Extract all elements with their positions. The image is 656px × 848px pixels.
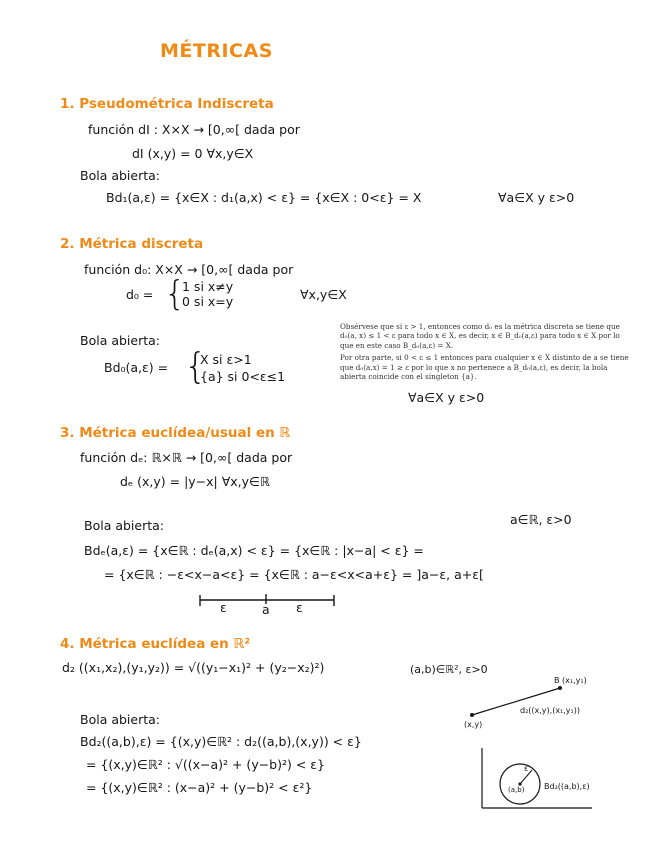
s2-forall: ∀x,y∈X — [300, 287, 347, 302]
s4-ball-label: Bola abierta: — [80, 712, 160, 727]
s2-ball: Bd₀(a,ε) = — [104, 360, 169, 375]
s2-brace: { — [164, 274, 186, 314]
s4-definition: d₂ ((x₁,x₂),(y₁,y₂)) = √((y₁−x₁)² + (y₂−x₂)²) — [62, 660, 325, 675]
s4-ball-line-3: = {(x,y)∈ℝ² : (x−a)² + (y−b)² < ε²} — [86, 780, 313, 795]
s2-case-2: 0 si x=y — [182, 294, 234, 309]
s4-condition: (a,b)∈ℝ², ε>0 — [410, 663, 488, 676]
s1-definition: dI (x,y) = 0 ∀x,y∈X — [132, 146, 254, 161]
s4-fig-epsilon: ε — [524, 764, 529, 773]
s3-interval-epsilon-right: ε — [296, 600, 303, 615]
s2-case-1: 1 si x≠y — [182, 279, 234, 294]
s1-ball-label: Bola abierta: — [80, 168, 160, 183]
s2-d0-label: d₀ = — [126, 287, 154, 302]
s2-ball-label: Bola abierta: — [80, 333, 160, 348]
s2-ball-case-2: {a} si 0<ε≤1 — [200, 369, 286, 384]
s2-ball-brace: { — [184, 346, 207, 387]
s2-condition: ∀a∈X y ε>0 — [408, 390, 485, 405]
s3-interval-center: a — [262, 602, 270, 617]
section-2-heading: 2. Métrica discreta — [60, 236, 204, 252]
s3-interval-epsilon-left: ε — [220, 600, 227, 615]
s1-function: función dI : X×X → [0,∞[ dada por — [88, 122, 300, 137]
s4-fig-point-b: B (x₁,y₁) — [554, 676, 587, 685]
s3-ball-line-2: = {x∈ℝ : −ε<x−a<ε} = {x∈ℝ : a−ε<x<a+ε} = ]a−ε, a+ε[ — [104, 567, 484, 582]
s2-note-paragraph-1: Obsérvese que si ε > 1, entonces como d₀ es la métrica discreta se tiene que d₀(a, x) ≤ 1 < ε para todo x ∈ X, es decir, x ∈ B_d₀(a,ε) para todo x ∈ X por lo que en este caso B_d₀(a,ε) = X. — [340, 322, 620, 350]
s2-ball-case-1: X si ε>1 — [200, 352, 252, 367]
s3-definition: dₑ (x,y) = |y−x| ∀x,y∈ℝ — [120, 474, 270, 489]
s4-ball-line-2: = {(x,y)∈ℝ² : √((x−a)² + (y−b)²) < ε} — [86, 757, 326, 772]
page-title: MÉTRICAS — [160, 40, 273, 62]
s2-note-paragraph-2: Por otra parte, si 0 < ε ≤ 1 entonces para cualquier x ∈ X distinto de a se tiene que d₀(a,x) = 1 ≥ ε por lo que x no pertenece a B_d₀(a,ε), es decir, la bola abierta coincide con el singleton {a}. — [340, 353, 629, 382]
s1-ball: Bd₁(a,ε) = {x∈X : d₁(a,x) < ε} = {x∈X : 0<ε} = X — [106, 190, 422, 205]
s1-condition: ∀a∈X y ε>0 — [498, 190, 575, 205]
section-1-heading: 1. Pseudométrica Indiscreta — [60, 96, 274, 112]
s4-fig-distance: d₂((x,y),(x₁,y₁)) — [520, 706, 580, 715]
s3-ball-line-1: Bdₑ(a,ε) = {x∈ℝ : dₑ(a,x) < ε} = {x∈ℝ : |x−a| < ε} = — [84, 543, 424, 558]
section-3-heading: 3. Métrica euclídea/usual en ℝ — [60, 425, 291, 441]
s3-ball-label: Bola abierta: — [84, 518, 164, 533]
s2-function: función d₀: X×X → [0,∞[ dada por — [84, 262, 294, 277]
s4-fig-point-a: (x,y) — [464, 720, 483, 729]
s4-ball-line-1: Bd₂((a,b),ε) = {(x,y)∈ℝ² : d₂((a,b),(x,y)) < ε} — [80, 734, 362, 749]
s4-fig-center: (a,b) — [508, 786, 525, 794]
s3-condition: a∈ℝ, ε>0 — [510, 512, 572, 527]
s4-fig-ball-label: Bd₂((a,b),ε) — [544, 782, 590, 791]
s3-function: función dₑ: ℝ×ℝ → [0,∞[ dada por — [80, 450, 293, 465]
section-4-heading: 4. Métrica euclídea en ℝ² — [60, 636, 251, 652]
